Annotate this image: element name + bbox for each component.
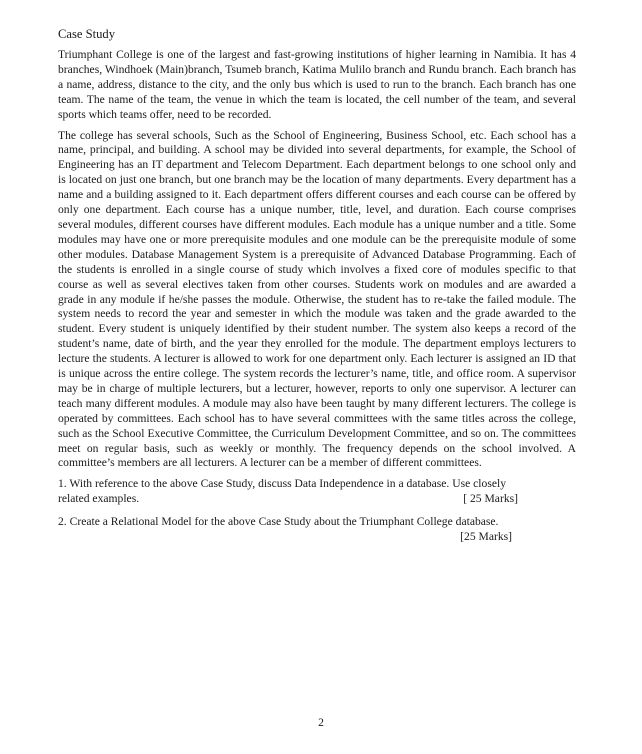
case-study-heading: Case Study [58, 27, 116, 41]
question-2-marks: [25 Marks] [460, 530, 512, 544]
page-number: 2 [318, 716, 324, 729]
question-2-text-line1: 2. Create a Relational Model for the above Case Study about the Triumphant College database. [58, 515, 499, 529]
question-1-text-line1: 1. With reference to the above Case Study, discuss Data Independence in a database. Use closely [58, 477, 506, 491]
question-1-marks: [ 25 Marks] [463, 492, 518, 506]
question-2 [58, 515, 576, 545]
paragraph-schools-departments: The college has several schools, Such as the School of Engineering, Business School, etc. Each school has a name, principal, and building. A school may be divided into several departments, for example, the School of Engineering has an IT department and Telecom Department. Each department belongs to one school only and is located on just one branch, but one branch may be the location of many departments. Every department has a name and a building assigned to it. Each department offers different courses and each course can be offered by only one department. Each course has a unique number, title, level, and duration. Each course comprises several modules, different courses have different modules. Each module has a unique number and a title. Some modules may have one or more prerequisite modules and one module can be the prerequisite module of some other modules. Database Management System is a prerequisite of Advanced Database Programming. Each of the students is enrolled in a single course of study which involves a fixed core of modules specific to that course as well as several electives taken from other courses. Students work on modules and are awarded a grade in any module if he/she passes the module. Otherwise, the student has to re-take the failed module. The system needs to record the year and semester in which the module was taken and the grade awarded to the student. Every student is uniquely identified by their student number. The system also keeps a record of the student’s name, date of birth, and the year they enrolled for the module. The department employs lecturers to lecture the students. A lecturer is allowed to work for one department only. Each lecturer is assigned an ID that is unique across the entire college. The system records the lecturer’s name, title, and office room. A supervisor may be in charge of multiple lecturers, but a lecturer, however, reports to only one supervisor. A lecturer can teach many different modules. A module may also have been taught by many different lecturers. The college is operated by committees. Each school has to have several committees with the same titles across the college, such as the School Executive Committee, the Curriculum Development Committee, and so on. The committees meet on regular basis, such as weekly or monthly. The frequency depends on the school involved. A committee’s members are all lecturers. A lecturer can be a member of different committees. [58, 128, 576, 470]
paragraph-college-branches: Triumphant College is one of the largest and fast-growing institutions of higher learning in Namibia. It has 4 branches, Windhoek (Main)branch, Tsumeb branch, Katima Mulilo branch and Rundu branch. Each branch has a name, address, distance to the city, and the only bus which is used to run to the branch. Each branch has one team. The name of the team, the venue in which the team is located, the cell number of the team, and several sports which teams offer, need to be recorded. [58, 48, 576, 121]
question-1-text-line2: related examples. [58, 492, 140, 506]
document-page [58, 26, 576, 553]
question-1 [58, 477, 576, 507]
